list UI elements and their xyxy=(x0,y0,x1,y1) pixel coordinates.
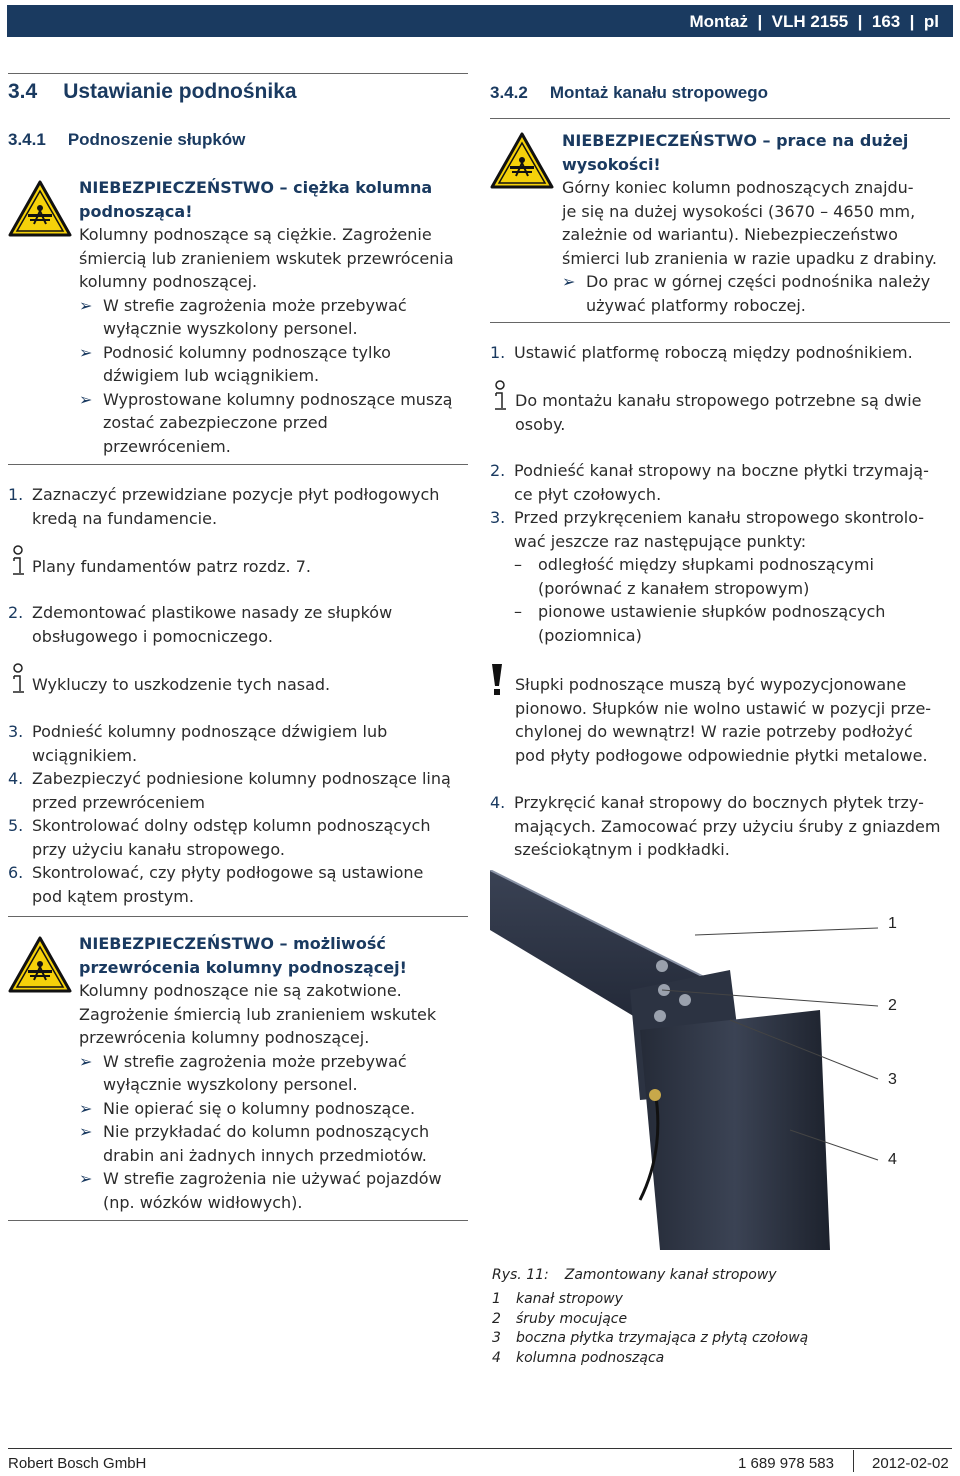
warning-title-line1: NIEBEZPIECZEŃSTWO – możliwość xyxy=(79,934,386,953)
divider xyxy=(8,1220,468,1221)
arrow-bullet-icon: ➢ xyxy=(79,1098,93,1118)
footer-doc-number: 1 689 978 583 xyxy=(738,1455,834,1472)
warning-triangle-icon xyxy=(8,180,72,242)
section-heading-3-4: 3.4 Ustawianie podnośnika xyxy=(8,80,297,103)
bolt xyxy=(656,960,668,972)
figure-caption: Rys. 11: Zamontowany kanał stropowy xyxy=(492,1267,777,1283)
arrow-bullet-icon: ➢ xyxy=(562,272,576,291)
steps-2-3: 2. Podnieść kanał stropowy na boczne płytki trzymają- ce płyt czołowych. 3. Przed przykręceniem kanału stropowego skontrolo- wać jeszcze raz następujące punkty: – odległość między słupkami podnoszącymi (porównać z kanałem stropowym) – pionowe ustawienie słupków podnoszących (poziomnica) xyxy=(490,461,929,645)
bullet-text: przewróceniem. xyxy=(103,436,231,456)
dash-bullet: – xyxy=(514,555,522,574)
warning-title-line1: NIEBEZPIECZEŃSTWO – ciężka kolumna xyxy=(79,178,433,197)
warning-text: śmierci lub zranienia w razie upadku z drabiny. xyxy=(562,248,937,268)
callout-1: 1 xyxy=(888,915,897,932)
page-header xyxy=(7,5,953,37)
footer-divider xyxy=(8,1448,952,1449)
lifting-column xyxy=(640,1010,830,1250)
warning-triangle-icon xyxy=(490,132,554,194)
warning-block-3: NIEBEZPIECZEŃSTWO – prace na dużej wysokości! Górny koniec kolumn podnoszących znajdu- je się na dużej wysokości (3670 – 4650 mm, zależnie od wariantu). Niebezpieczeństwo śmierci lub zranienia w razie upadku z drabiny. ➢ Do prac w górnej części podnośnika należy używać platformy roboczej. xyxy=(562,129,954,317)
warning-text: przewrócenia kolumny podnoszącej. xyxy=(79,1028,370,1047)
divider xyxy=(8,464,468,465)
footer-separator xyxy=(853,1450,854,1472)
warning-text: kolumny podnoszącej. xyxy=(79,272,258,291)
info-note-icon xyxy=(490,380,510,416)
bullet-text: W strefie zagrożenia może przebywać xyxy=(103,295,407,315)
bolt xyxy=(654,1010,666,1022)
warning-title-line2: przewrócenia kolumny podnoszącej! xyxy=(79,957,407,977)
callout-2: 2 xyxy=(888,997,897,1014)
steps-3-6: 3. Podnieść kolumny podnoszące dźwigiem lub wciągnikiem. 4. Zabezpieczyć podniesione kolumny podnoszące liną przed przewróceniem 5. Skontrolować dolny odstęp kolumn podnoszących przy użyciu kanału stropowego. 6. Skontrolować, czy płyty podłogowe są ustawione pod kątem prostym. xyxy=(8,722,451,906)
callout-4: 4 xyxy=(888,1151,897,1168)
warning-title-line1: NIEBEZPIECZEŃSTWO – prace na dużej xyxy=(562,131,909,150)
info-note-icon xyxy=(8,545,28,581)
footer-company: Robert Bosch GmbH xyxy=(8,1455,147,1472)
warning-triangle-icon xyxy=(8,936,72,998)
bullet-text: Wyprostowane kolumny podnoszące muszą xyxy=(103,389,453,409)
divider xyxy=(490,118,950,119)
warning-text: Kolumny podnoszące są ciężkie. Zagrożenie xyxy=(79,225,432,244)
warning-text: zależnie od wariantu). Niebezpieczeństwo xyxy=(562,225,898,244)
arrow-bullet-icon: ➢ xyxy=(79,295,93,315)
note-text: Plany fundamentów patrz rozdz. 7. xyxy=(32,557,311,576)
divider xyxy=(490,322,950,323)
warning-block-2: NIEBEZPIECZEŃSTWO – możliwość przewrócenia kolumny podnoszącej! Kolumny podnoszące nie są zakotwione. Zagrożenie śmiercią lub zranieniem wskutek przewrócenia kolumny podnoszącej. ➢ W strefie zagrożenia może przebywać wyłącznie wyszkolony personel. ➢ Nie opierać się o kolumny podnoszące. ➢ Nie przykładać do kolumn podnoszących drabin ani żadnych innych przedmiotów. ➢ W strefie zagrożenia nie używać pojazdów (np. wózków widłowych). xyxy=(79,932,469,1214)
bullet-text: zostać zabezpieczone przed xyxy=(103,413,328,432)
warning-text: Zagrożenie śmiercią lub zranieniem wskutek xyxy=(79,1004,437,1024)
header-text: Montaż | VLH 2155 | 163 | pl xyxy=(689,12,939,31)
note-text: Wykluczy to uszkodzenie tych nasad. xyxy=(32,675,331,694)
warning-text: śmiercią lub zranieniem wskutek przewrócenia xyxy=(79,248,454,268)
arrow-bullet-icon: ➢ xyxy=(79,1051,93,1071)
section-heading-3-4-2: 3.4.2 Montaż kanału stropowego xyxy=(490,83,768,102)
info-note-icon xyxy=(8,663,28,699)
section-heading-3-4-1: 3.4.1 Podnoszenie słupków xyxy=(8,130,246,149)
warning-text: Kolumny podnoszące nie są zakotwione. xyxy=(79,981,402,1000)
arrow-bullet-icon: ➢ xyxy=(79,342,93,362)
footer-date: 2012-02-02 xyxy=(872,1455,949,1472)
warning-text: je się na dużej wysokości (3670 – 4650 mm, xyxy=(562,201,916,221)
warning-title-line2: wysokości! xyxy=(562,154,661,174)
step-4: 4. Przykręcić kanał stropowy do bocznych płytek trzy- mających. Zamocować przy użyciu śruby z gniazdem sześciokątnym i podkładki. xyxy=(490,793,941,859)
arrow-bullet-icon: ➢ xyxy=(79,1122,93,1141)
exclamation-icon xyxy=(490,662,504,700)
note-text: Do montażu kanału stropowego potrzebne są dwie osoby. xyxy=(515,391,922,434)
bullet-text: dźwigiem lub wciągnikiem. xyxy=(103,366,320,385)
warning-text: Górny koniec kolumn podnoszących znajdu- xyxy=(562,178,914,197)
step-1: 1. Zaznaczyć przewidziane pozycje płyt podłogowych kredą na fundamencie. xyxy=(8,485,440,528)
arrow-bullet-icon: ➢ xyxy=(79,389,93,409)
figure-legend: 1 kanał stropowy 2 śruby mocujące 3 boczna płytka trzymająca z płytą czołową 4 kolumna podnosząca xyxy=(492,1291,809,1366)
important-note: Słupki podnoszące muszą być wypozycjonowane pionowo. Słupków nie wolno ustawić w pozycji prze- chylonej do wewnątrz! W razie potrzeby podłożyć pod płyty podłogowe odpowiednie płytki metalowe. xyxy=(515,675,932,765)
callout-3: 3 xyxy=(888,1071,897,1088)
step-1: 1. Ustawić platformę roboczą między podnośnikiem. xyxy=(490,343,913,362)
divider xyxy=(8,73,468,74)
bolt xyxy=(679,994,691,1006)
arrow-bullet-icon: ➢ xyxy=(79,1169,93,1188)
warning-title-line2: podnosząca! xyxy=(79,201,193,221)
warning-block-1 xyxy=(79,176,469,458)
bullet-text: Podnosić kolumny podnoszące tylko xyxy=(103,342,391,362)
figure-photo xyxy=(490,870,910,1259)
step-2: 2. Zdemontować plastikowe nasady ze słupków obsługowego i pomocniczego. xyxy=(8,603,393,646)
divider xyxy=(8,916,468,917)
dash-bullet: – xyxy=(514,602,522,621)
bullet-text: wyłącznie wyszkolony personel. xyxy=(103,319,358,338)
